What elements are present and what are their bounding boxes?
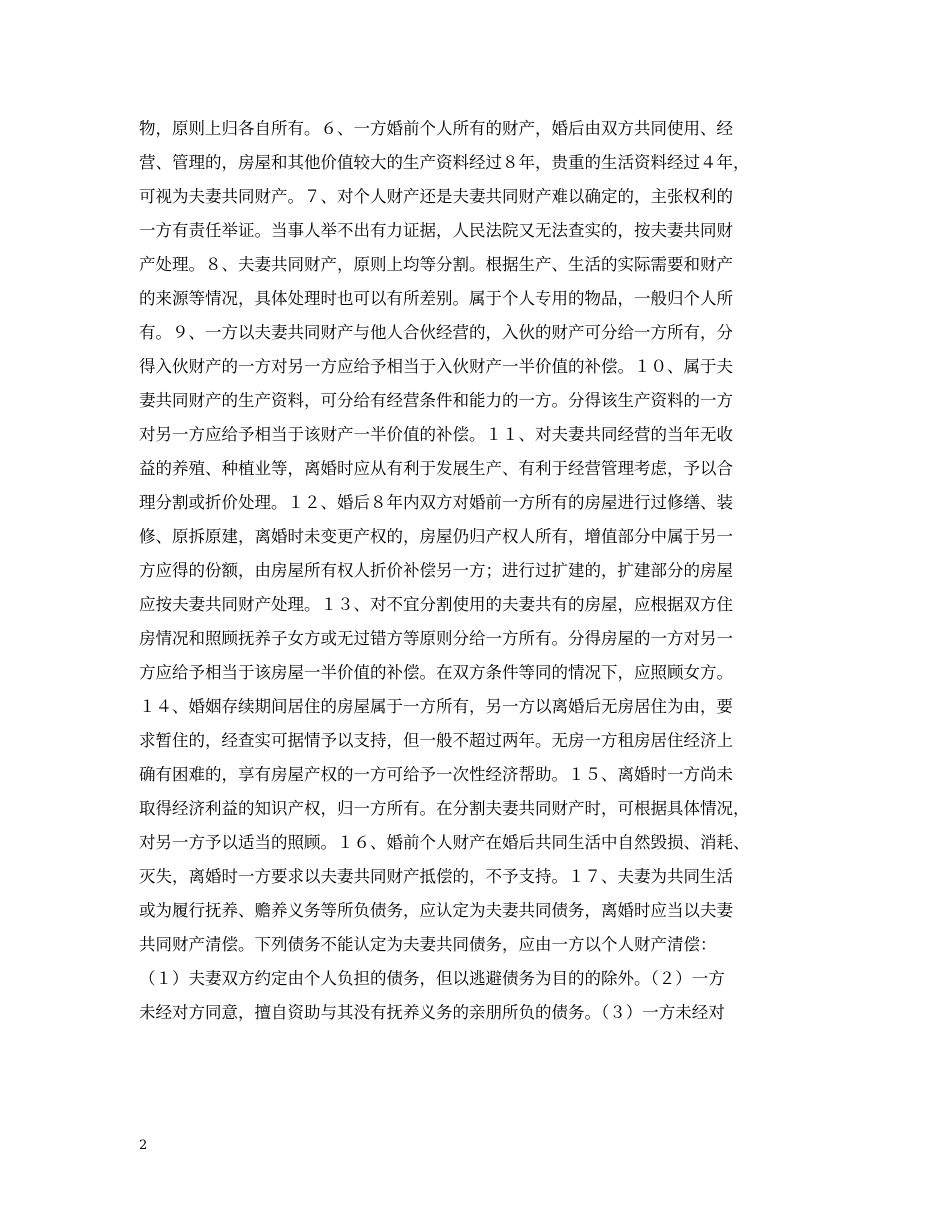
text-line: 有。９、一方以夫妻共同财产与他人合伙经营的，入伙的财产可分给一方所有，分 <box>139 323 733 342</box>
text-line: 确有困难的，享有房屋产权的一方可给予一次性经济帮助。１５、离婚时一方尚未 <box>139 765 733 784</box>
text-line: 益的养殖、种植业等，离婚时应从有利于发展生产、有利于经营管理考虑，予以合 <box>139 459 733 478</box>
text-line: 物，原则上归各自所有。６、一方婚前个人所有的财产，婚后由双方共同使用、经 <box>139 119 733 138</box>
text-line: 房情况和照顾抚养子女方或无过错方等原则分给一方所有。分得房屋的一方对另一 <box>139 629 733 648</box>
text-line: 取得经济利益的知识产权，归一方所有。在分割夫妻共同财产时，可根据具体情况， <box>139 799 750 818</box>
text-line: 对另一方予以适当的照顾。１６、婚前个人财产在婚后共同生活中自然毁损、消耗、 <box>139 833 750 852</box>
text-line: 应按夫妻共同财产处理。１３、对不宜分割使用的夫妻共有的房屋，应根据双方住 <box>139 595 733 614</box>
text-line: 修、原拆原建，离婚时未变更产权的，房屋仍归产权人所有，增值部分中属于另一 <box>139 527 733 546</box>
text-line: （１）夫妻双方约定由个人负担的债务，但以逃避债务为目的的除外。（２）一方 <box>139 969 725 988</box>
text-line: 或为履行抚养、赡养义务等所负债务，应认定为夫妻共同债务，离婚时应当以夫妻 <box>139 901 733 920</box>
text-line: 求暂住的，经查实可据情予以支持，但一般不超过两年。无房一方租房居住经济上 <box>139 731 733 750</box>
text-line: 的来源等情况，具体处理时也可以有所差别。属于个人专用的物品，一般归个人所 <box>139 289 733 308</box>
text-line: 妻共同财产的生产资料，可分给有经营条件和能力的一方。分得该生产资料的一方 <box>139 391 733 410</box>
text-line: 得入伙财产的一方对另一方应给予相当于入伙财产一半价值的补偿。１０、属于夫 <box>139 357 733 376</box>
text-line: 产处理。８、夫妻共同财产，原则上均等分割。根据生产、生活的实际需要和财产 <box>139 255 733 274</box>
text-line: １４、婚姻存续期间居住的房屋属于一方所有，另一方以离婚后无房居住为由，要 <box>139 697 733 716</box>
text-line: 未经对方同意，擅自资助与其没有抚养义务的亲朋所负的债务。（３）一方未经对 <box>139 1003 725 1022</box>
text-line: 可视为夫妻共同财产。７、对个人财产还是夫妻共同财产难以确定的，主张权利的 <box>139 187 733 206</box>
text-line: 理分割或折价处理。１２、婚后８年内双方对婚前一方所有的房屋进行过修缮、装 <box>139 493 733 512</box>
text-line: 方应给予相当于该房屋一半价值的补偿。在双方条件等同的情况下，应照顾女方。 <box>139 663 733 682</box>
text-line: 灭失，离婚时一方要求以夫妻共同财产抵偿的，不予支持。１７、夫妻为共同生活 <box>139 867 733 886</box>
text-line: 营、管理的，房屋和其他价值较大的生产资料经过８年，贵重的生活资料经过４年， <box>139 153 750 172</box>
page-number: 2 <box>139 1138 148 1153</box>
text-line: 共同财产清偿。下列债务不能认定为夫妻共同债务，应由一方以个人财产清偿： <box>139 935 717 954</box>
text-line: 一方有责任举证。当事人举不出有力证据，人民法院又无法查实的，按夫妻共同财 <box>139 221 733 240</box>
text-line: 方应得的份额，由房屋所有权人折价补偿另一方；进行过扩建的，扩建部分的房屋 <box>139 561 733 580</box>
text-line: 对另一方应给予相当于该财产一半价值的补偿。１１、对夫妻共同经营的当年无收 <box>139 425 733 444</box>
body-text <box>139 112 829 1030</box>
